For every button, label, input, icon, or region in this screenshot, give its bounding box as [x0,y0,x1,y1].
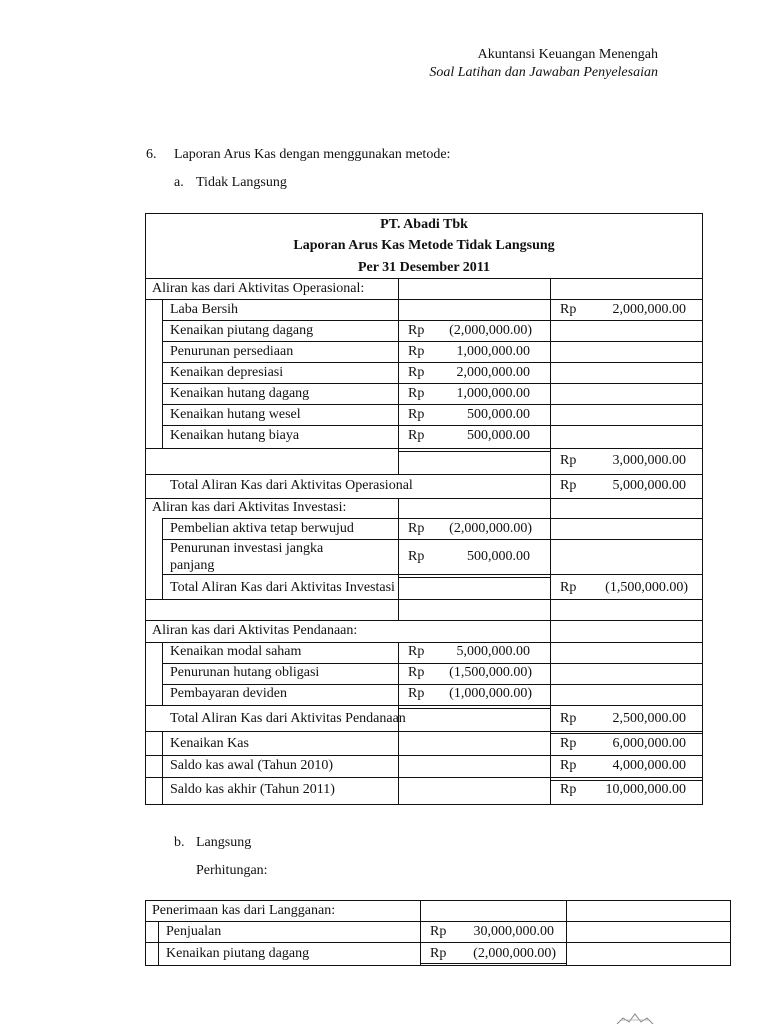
financing-item-label: Penurunan hutang obligasi [170,665,320,680]
receipts-row-value: 30,000,000.00 [473,924,554,939]
summary-label: Saldo kas akhir (Tahun 2011) [170,782,335,797]
sub-b-text: Langsung [196,835,252,850]
header-title: Akuntansi Keuangan Menengah [477,47,658,62]
operating-adjustment-currency: Rp [560,453,577,468]
report-company: PT. Abadi Tbk [380,217,468,232]
header-subtitle: Soal Latihan dan Jawaban Penyelesaian [429,65,658,80]
sub-b-letter: b. [174,835,185,850]
net-income-currency: Rp [560,302,577,317]
financing-item-value: 5,000,000.00 [456,644,530,659]
operating-item-label: Penurunan persediaan [170,344,294,359]
investing-item-label: Pembelian aktiva tetap berwujud [170,521,354,536]
operating-total-currency: Rp [560,478,577,493]
operating-total-label: Total Aliran Kas dari Aktivitas Operasional [170,478,413,493]
operating-item-value: 500,000.00 [467,407,530,422]
financing-item-value: (1,500,000.00) [449,665,532,680]
investing-item-value: (2,000,000.00) [449,521,532,536]
receipts-row-label: Kenaikan piutang dagang [166,946,310,961]
report-period: Per 31 Desember 2011 [357,260,491,275]
operating-item-currency: Rp [408,323,425,338]
investing-total-value: (1,500,000.00) [605,580,688,595]
financing-item-label: Pembayaran deviden [170,686,288,701]
summary-label: Saldo kas awal (Tahun 2010) [170,758,334,773]
summary-value: 4,000,000.00 [612,758,686,773]
investing-total-currency: Rp [560,580,577,595]
net-income-value: 2,000,000.00 [612,302,686,317]
operating-item-currency: Rp [408,365,425,380]
operating-item-label: Kenaikan hutang dagang [170,386,310,401]
investing-item-label-line2: panjang [170,558,215,573]
financing-item-currency: Rp [408,644,425,659]
operating-item-value: (2,000,000.00) [449,323,532,338]
question-text: Laporan Arus Kas dengan menggunakan metode: [174,147,451,162]
operating-adjustment-value: 3,000,000.00 [612,453,686,468]
sub-a-letter: a. [174,175,184,190]
financing-total-label: Total Aliran Kas dari Aktivitas Pendanaan [170,711,406,726]
receipts-row-value: (2,000,000.00) [473,946,556,961]
investing-item-currency: Rp [408,521,425,536]
sub-a-text: Tidak Langsung [196,175,287,190]
operating-item-currency: Rp [408,428,425,443]
report-title: Laporan Arus Kas Metode Tidak Langsung [293,238,555,253]
operating-total-value: 5,000,000.00 [612,478,686,493]
financing-item-value: (1,000,000.00) [449,686,532,701]
investing-item-label-line1: Penurunan investasi jangka [170,541,324,556]
operating-item-label: Kenaikan hutang wesel [170,407,301,422]
operating-item-currency: Rp [408,344,425,359]
operating-item-currency: Rp [408,407,425,422]
summary-currency: Rp [560,782,577,797]
summary-value: 10,000,000.00 [605,782,686,797]
receipts-row-currency: Rp [430,924,447,939]
net-income-label: Laba Bersih [170,302,239,317]
operating-item-label: Kenaikan depresiasi [170,365,284,380]
summary-label: Kenaikan Kas [170,736,249,751]
operating-item-value: 2,000,000.00 [456,365,530,380]
question-number: 6. [146,147,157,162]
receipts-row-label: Penjualan [166,924,222,939]
summary-currency: Rp [560,758,577,773]
operating-item-value: 1,000,000.00 [456,386,530,401]
calculation-label: Perhitungan: [196,863,268,878]
investing-total-label: Total Aliran Kas dari Aktivitas Investasi [170,580,395,595]
financing-item-currency: Rp [408,686,425,701]
investing-item-value: 500,000.00 [467,549,530,564]
financing-heading: Aliran kas dari Aktivitas Pendanaan: [152,623,358,638]
financing-total-currency: Rp [560,711,577,726]
financing-total-value: 2,500,000.00 [612,711,686,726]
operating-item-value: 500,000.00 [467,428,530,443]
operating-item-currency: Rp [408,386,425,401]
summary-value: 6,000,000.00 [612,736,686,751]
operating-heading: Aliran kas dari Aktivitas Operasional: [152,281,365,296]
summary-currency: Rp [560,736,577,751]
financing-item-label: Kenaikan modal saham [170,644,302,659]
publisher-logo-icon [615,1012,655,1024]
investing-item-currency: Rp [408,549,425,564]
receipts-heading: Penerimaan kas dari Langganan: [152,903,336,918]
operating-item-label: Kenaikan piutang dagang [170,323,314,338]
investing-heading: Aliran kas dari Aktivitas Investasi: [152,500,347,515]
operating-item-label: Kenaikan hutang biaya [170,428,300,443]
operating-item-value: 1,000,000.00 [456,344,530,359]
receipts-row-currency: Rp [430,946,447,961]
financing-item-currency: Rp [408,665,425,680]
